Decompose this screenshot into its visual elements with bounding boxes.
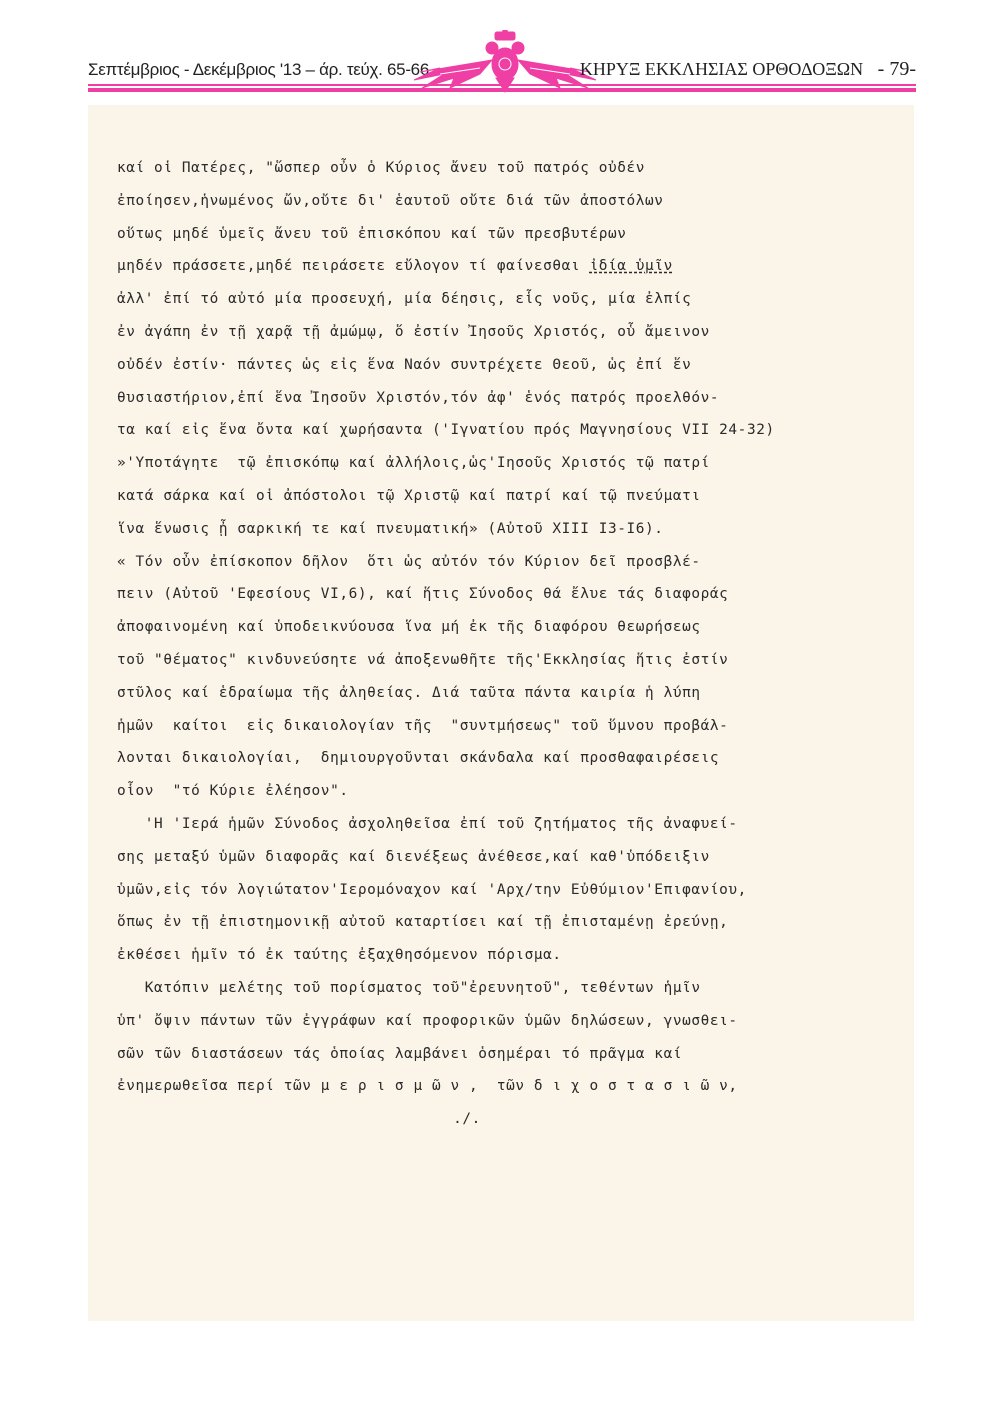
text-line: οὐδέν ἐστίν· πάντες ὡς εἰς ἕνα Ναόν συντρέχετε Θεοῦ, ὡς ἐπί ἕν (117, 356, 692, 373)
page-header (88, 44, 916, 88)
text-line: οὕτως μηδέ ὑμεῖς ἄνευ τοῦ ἐπισκόπου καί τῶν πρεσβυτέρων (117, 225, 627, 242)
text-line: λονται δικαιολογίαι, δημιουργοῦνται σκάνδαλα καί προσθαφαιρέσεις (117, 750, 720, 767)
text-line: στῦλος καί ἑδραίωμα τῆς ἀληθείας. Διά ταῦτα πάντα καιρία ἡ λύπη (117, 684, 701, 701)
text-line-with-underline (117, 250, 907, 283)
text-line: 'Η 'Ιερά ἡμῶν Σύνοδος ἀσχοληθεῖσα ἐπί τοῦ ζητήματος τῆς ἀναφυεί- (117, 815, 738, 832)
text-line: »'Υποτάγητε τῷ ἐπισκόπῳ καί ἀλλήλοις,ὡς'Ιησοῦς Χριστός τῷ πατρί (117, 455, 710, 472)
header-rule-thin (88, 84, 916, 86)
header-rule-thick (88, 88, 916, 92)
text-line: ἐκθέσει ἡμῖν τό ἐκ ταύτης ἐξαχθησόμενον πόρισμα. (117, 947, 562, 964)
text-line: κατά σάρκα καί οἱ ἀπόστολοι τῷ Χριστῷ καί πατρί καί τῷ πνεύματι (117, 487, 701, 504)
body-text (117, 152, 907, 1136)
text-line: ὑπ' ὄψιν πάντων τῶν ἐγγράφων καί προφορικῶν ὑμῶν δηλώσεων, γνωσθει- (117, 1012, 738, 1029)
journal-title: ΚΗΡΥΞ ΕΚΚΛΗΣΙΑΣ ΟΡΘΟΔΟΞΩΝ (579, 59, 864, 79)
underlined-phrase: ἰδία ὑμῖν (589, 258, 673, 275)
text-line: ἀποφαινομένη καί ὑποδεικνύουσα ἵνα μή ἐκ τῆς διαφόρου θεωρήσεως (117, 619, 701, 636)
text-line: ἡμῶν καίτοι εἰς δικαιολογίαν τῆς "συντμήσεως" τοῦ ὕμνου προβάλ- (117, 717, 729, 734)
text-segment: μηδέν πράσσετε,μηδέ πειράσετε εὔλογον τί φαίνεσθαι (117, 258, 590, 275)
text-line: σῶν τῶν διαστάσεων τάς ὁποίας λαμβάνει ὁσημέραι τό πρᾶγμα καί (117, 1045, 683, 1062)
journal-header-right (580, 58, 916, 81)
text-line: ἐνημερωθεῖσα περί τῶν μ ε ρ ι σ μ ῶ ν , τῶν δ ι χ ο σ τ α σ ι ῶ ν, (117, 1078, 738, 1095)
issue-info: Σεπτέμβριος - Δεκέμβριος '13 – άρ. τεύχ. 65-66 (88, 60, 429, 79)
text-line: πειν (Αὐτοῦ 'Εφεσίους VI,6), καί ἥτις Σύνοδος θά ἔλυε τάς διαφοράς (117, 586, 729, 603)
text-line: ἀλλ' ἐπί τό αὐτό μία προσευχή, μία δέησις, εἷς νοῦς, μία ἐλπίς (117, 291, 692, 308)
text-line: ὑμῶν,εἰς τόν λογιώτατον'Ιερομόναχον καί 'Αρχ/την Εὐθύμιον'Επιφανίου, (117, 881, 747, 898)
text-line: τοῦ "θέματος" κινδυνεύσητε νά ἀποξενωθῆτε τῆς'Εκκλησίας ἥτις ἐστίν (117, 651, 729, 668)
text-line: θυσιαστήριον,ἐπί ἕνα Ἰησοῦν Χριστόν,τόν ἀφ' ἑνός πατρός προελθόν- (117, 389, 720, 406)
text-line: οἷον "τό Κύριε ἐλέησον". (117, 783, 349, 800)
text-line: ἐν ἀγάπη ἐν τῇ χαρᾷ τῇ ἀμώμῳ, ὅ ἐστίν Ἰησοῦς Χριστός, οὗ ἄμεινον (117, 323, 710, 340)
text-line: σης μεταξύ ὑμῶν διαφορᾶς καί διενέξεως ἀνέθεσε,καί καθ'ὑπόδειξιν (117, 848, 710, 865)
text-line: τα καί εἰς ἕνα ὄντα καί χωρήσαντα ('Ιγνατίου πρός Μαγνησίους VII 24-32) (117, 422, 775, 439)
text-line: ὅπως ἐν τῇ ἐπιστημονικῇ αὐτοῦ καταρτίσει καί τῇ ἐπισταμένῃ ἐρεύνῃ, (117, 914, 729, 931)
page-number: - 79- (877, 58, 916, 80)
text-line: ἵνα ἕνωσις ᾖ σαρκική τε καί πνευματική» (Αὐτοῦ XIII I3-I6). (117, 520, 664, 537)
text-line: « Τόν οὖν ἐπίσκοπον δῆλον ὅτι ὡς αὐτόν τόν Κύριον δεῖ προσβλέ- (117, 553, 701, 570)
text-line: Κατόπιν μελέτης τοῦ πορίσματος τοῦ"ἐρευνητοῦ", τεθέντων ἡμῖν (117, 979, 701, 996)
text-line: καί οἱ Πατέρες, "ὥσπερ οὖν ὁ Κύριος ἄνευ τοῦ πατρός οὐδέν (117, 160, 646, 176)
text-line: ἐποίησεν,ἡνωμένος ὤν,οὔτε δι' ἑαυτοῦ οὔτε διά τῶν ἀποστόλων (117, 192, 664, 209)
continuation-mark: ./. (453, 1111, 481, 1128)
